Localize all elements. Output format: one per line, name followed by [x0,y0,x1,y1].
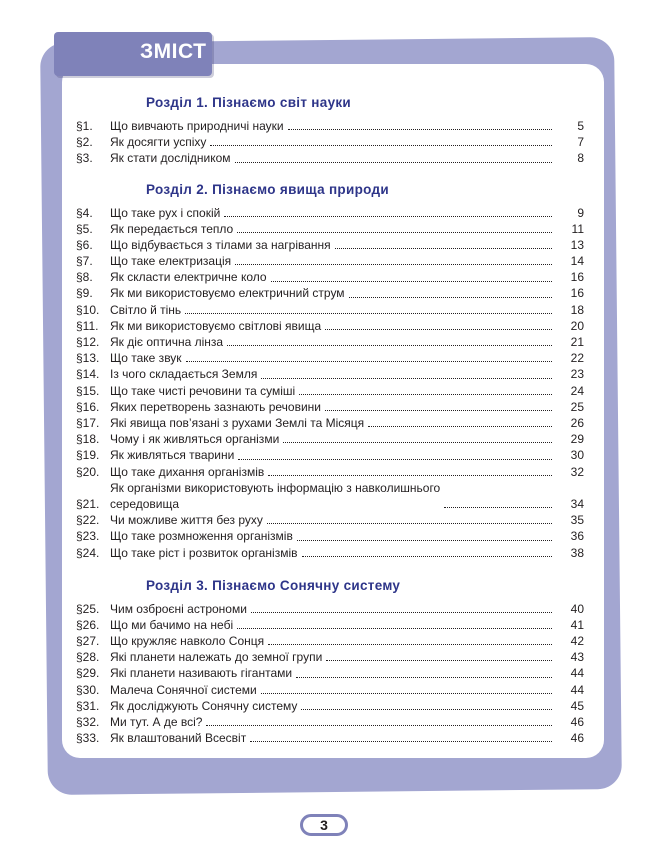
dot-leader [301,709,552,710]
entry-number: §21. [76,496,100,511]
entry-number: §13. [76,351,100,366]
entry-number: §32. [76,715,100,730]
entry-number: §11. [76,318,99,333]
page-number: 3 [300,814,348,836]
entry-page: 34 [570,496,584,511]
toc-entry[interactable] [76,134,584,150]
toc-entry[interactable] [76,350,584,366]
dot-leader [238,459,552,460]
entry-page: 29 [570,432,584,447]
entry-title: Що вивчають природничі науки [110,118,284,133]
entry-title: Як ми використовуємо світлові явища [110,318,322,333]
entry-number: §25. [76,601,100,616]
entry-number: §1. [76,118,93,133]
entry-title: Світло й тінь [110,302,182,317]
entry-title: Що таке розмноження організмів [110,529,293,544]
toc-entry[interactable] [76,714,584,730]
entry-page: 40 [570,601,584,616]
entry-number: §24. [76,545,100,560]
toc-entry[interactable] [76,601,584,617]
entry-number: §20. [76,464,100,479]
entry-number: §30. [76,682,100,697]
entry-page: 13 [570,237,584,252]
entry-page: 9 [577,205,584,220]
toc-entry[interactable] [76,286,584,302]
entry-title: Як діє оптична лінза [110,335,224,350]
entry-page: 46 [570,731,584,746]
entry-number: §9. [76,286,93,301]
entry-number: §12. [76,335,100,350]
toc-entry[interactable] [76,302,584,318]
entry-page: 46 [570,715,584,730]
entry-title: Що таке ріст і розвиток організмів [110,545,298,560]
dot-leader [237,628,552,629]
entry-number: §5. [76,221,93,236]
section-list [76,601,584,747]
entry-page: 30 [570,448,584,463]
entry-number: §15. [76,383,100,398]
entry-number: §27. [76,634,100,649]
dot-leader [261,693,552,694]
entry-title: Що кружляє навколо Сонця [110,634,265,649]
dot-leader [235,162,552,163]
section-list [76,205,584,561]
dot-leader [368,426,552,427]
entry-number: §19. [76,448,100,463]
entry-title: Чому і як живляться організми [110,432,280,447]
entry-title: Ми тут. А де всі? [110,715,203,730]
entry-page: 26 [570,415,584,430]
dot-leader [268,644,552,645]
entry-page: 44 [570,682,584,697]
entry-page: 43 [570,650,584,665]
toc-entry[interactable] [76,665,584,681]
dot-leader [444,507,552,508]
entry-title: Із чого складається Земля [110,367,258,382]
toc-entry[interactable] [76,237,584,253]
toc-entry[interactable] [76,334,584,350]
dot-leader [325,329,552,330]
entry-page: 45 [570,698,584,713]
dot-leader [251,612,552,613]
entry-title: Що таке рух і спокій [110,205,221,220]
toc-entry[interactable] [76,682,584,698]
entry-number: §16. [76,399,100,414]
entry-title: Що таке електризація [110,254,232,269]
entry-page: 16 [570,286,584,301]
dot-leader [186,361,552,362]
entry-title: Як досліджують Сонячну систему [110,698,298,713]
dot-leader [206,725,552,726]
entry-number: §14. [76,367,100,382]
entry-title: Які явища пов’язані з рухами Землі та Місяця [110,415,365,430]
dot-leader [302,556,553,557]
entry-title: Чим озброєні астрономи [110,601,247,616]
toc-entry[interactable] [76,698,584,714]
entry-number: §33. [76,731,100,746]
toc-entry[interactable] [76,730,584,746]
toc-entry[interactable] [76,480,584,512]
toc-entry[interactable] [76,415,584,431]
dot-leader [261,378,552,379]
entry-number: §31. [76,698,100,713]
entry-number: §23. [76,529,100,544]
dot-leader [271,281,552,282]
entry-number: §4. [76,205,93,220]
entry-page: 5 [577,118,584,133]
entry-title-continued: середовища [110,496,180,511]
toc-entry[interactable] [76,118,584,134]
toc-entry[interactable] [76,649,584,665]
dot-leader [283,442,552,443]
section-title: Розділ 3. Пізнаємо Сонячну систему [146,577,401,593]
entry-number: §6. [76,237,93,252]
entry-page: 23 [570,367,584,382]
entry-number: §10. [76,302,100,317]
dot-leader [299,394,552,395]
dot-leader [335,248,552,249]
toc-entry[interactable] [76,512,584,528]
entry-number: §2. [76,135,93,150]
entry-title: Як стати дослідником [110,151,231,166]
entry-page: 41 [570,617,584,632]
entry-title: Що таке звук [110,351,182,366]
entry-page: 20 [570,318,584,333]
section-list [76,118,584,167]
entry-title: Як влаштований Всесвіт [110,731,247,746]
entry-page: 22 [570,351,584,366]
dot-leader [326,660,552,661]
entry-page: 38 [570,545,584,560]
dot-leader [349,297,552,298]
entry-title: Що відбувається з тілами за нагрівання [110,237,331,252]
entry-number: §7. [76,254,93,269]
table-of-contents [76,92,584,746]
entry-page: 7 [577,135,584,150]
toc-entry[interactable] [76,464,584,480]
dot-leader [250,741,552,742]
toc-entry[interactable] [76,399,584,415]
dot-leader [237,232,552,233]
entry-page: 11 [571,221,584,236]
entry-page: 18 [570,302,584,317]
entry-page: 35 [570,513,584,528]
section-title: Розділ 2. Пізнаємо явища природи [146,181,389,197]
entry-title: Малеча Сонячної системи [110,682,257,697]
entry-title: Як передається тепло [110,221,234,236]
toc-entry[interactable] [76,221,584,237]
entry-title: Як організми використовують інформацію з навколишнього [110,480,441,495]
page-title: ЗМІСТ [140,40,207,63]
toc-entry[interactable] [76,253,584,269]
entry-page: 14 [570,254,584,269]
entry-title: Що таке чисті речовини та суміші [110,383,296,398]
entry-title: Як живляться тварини [110,448,235,463]
entry-number: §8. [76,270,93,285]
dot-leader [185,313,552,314]
entry-title: Як ми використовуємо електричний струм [110,286,345,301]
toc-entry[interactable] [76,150,584,166]
dot-leader [210,145,552,146]
entry-title: Що таке дихання організмів [110,464,265,479]
entry-title: Як скласти електричне коло [110,270,267,285]
entry-number: §18. [76,432,100,447]
toc-entry[interactable] [76,545,584,561]
entry-number: §28. [76,650,100,665]
toc-entry[interactable] [76,269,584,285]
entry-page: 36 [570,529,584,544]
dot-leader [296,677,552,678]
toc-entry[interactable] [76,617,584,633]
section-title: Розділ 1. Пізнаємо світ науки [146,95,352,110]
dot-leader [297,540,552,541]
entry-number: §17. [76,415,100,430]
entry-page: 32 [570,464,584,479]
entry-page: 24 [570,383,584,398]
dot-leader [267,523,552,524]
dot-leader [224,216,552,217]
dot-leader [227,345,552,346]
entry-page: 16 [570,270,584,285]
entry-page: 21 [570,335,584,350]
dot-leader [268,475,552,476]
entry-title: Які планети належать до земної групи [110,650,323,665]
toc-entry[interactable] [76,633,584,649]
entry-number: §26. [76,617,100,632]
toc-entry[interactable] [76,318,584,334]
entry-number: §29. [76,666,100,681]
toc-entry[interactable] [76,205,584,221]
entry-number: §22. [76,513,100,528]
entry-title: Яких перетворень зазнають речовини [110,399,321,414]
dot-leader [325,410,552,411]
entry-title: Що ми бачимо на небі [110,617,234,632]
toc-entry[interactable] [76,447,584,463]
toc-entry[interactable] [76,431,584,447]
entry-title: Які планети називають гігантами [110,666,293,681]
entry-page: 25 [570,399,584,414]
entry-page: 8 [577,151,584,166]
entry-title: Як досягти успіху [110,135,207,150]
toc-entry[interactable] [76,383,584,399]
dot-leader [288,129,552,130]
entry-number: §3. [76,151,93,166]
toc-entry[interactable] [76,366,584,382]
dot-leader [235,264,552,265]
entry-title: Чи можливе життя без руху [110,513,263,528]
entry-page: 44 [570,666,584,681]
entry-page: 42 [570,634,584,649]
toc-entry[interactable] [76,528,584,544]
